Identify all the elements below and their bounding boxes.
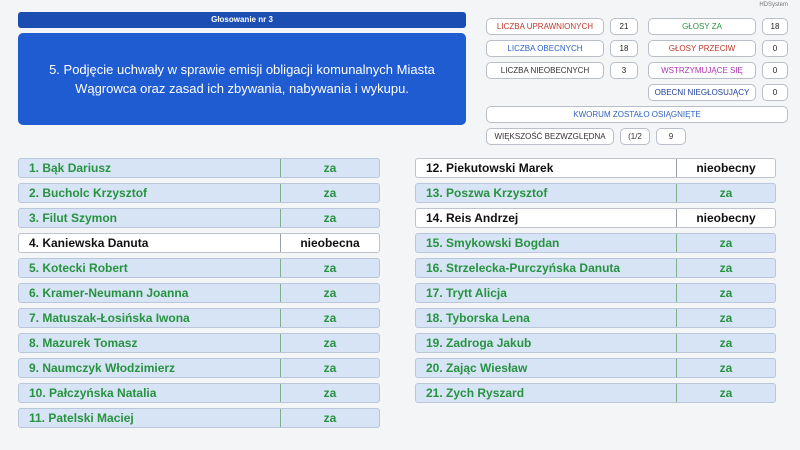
member-name: 2. Bucholc Krzysztof (29, 186, 148, 200)
member-row (415, 208, 776, 228)
member-name: 5. Kotecki Robert (29, 261, 128, 275)
member-vote-status: za (676, 259, 775, 277)
quorum-status: KWORUM ZOSTAŁO OSIĄGNIĘTE (486, 106, 788, 123)
member-row (18, 308, 380, 328)
member-row (415, 358, 776, 378)
member-name: 13. Poszwa Krzysztof (426, 186, 548, 200)
member-row (18, 333, 380, 353)
member-row (415, 283, 776, 303)
member-name: 3. Filut Szymon (29, 211, 118, 225)
member-row (415, 333, 776, 353)
member-vote-status: nieobecny (676, 209, 775, 227)
member-row (18, 183, 380, 203)
member-vote-status: za (676, 309, 775, 327)
stat-eligible-value: 21 (610, 18, 638, 35)
vote-title: Głosowanie nr 3 (18, 12, 466, 28)
member-vote-status: za (676, 284, 775, 302)
member-vote-status: za (280, 259, 379, 277)
stat-present-label: LICZBA OBECNYCH (486, 40, 604, 57)
member-vote-status: za (676, 334, 775, 352)
stat-abstain-value: 0 (762, 62, 788, 79)
member-row (415, 258, 776, 278)
member-name: 8. Mazurek Tomasz (29, 336, 138, 350)
member-name: 19. Zadroga Jakub (426, 336, 532, 350)
member-row (415, 183, 776, 203)
member-row (18, 383, 380, 403)
stat-present-value: 18 (610, 40, 638, 57)
member-vote-status: za (280, 284, 379, 302)
member-name: 14. Reis Andrzej (426, 211, 519, 225)
member-row (415, 158, 776, 178)
member-name: 17. Trytt Alicja (426, 286, 507, 300)
majority-fraction: (1/2 (620, 128, 650, 145)
stat-against-value: 0 (762, 40, 788, 57)
resolution-title: 5. Podjęcie uchwały w sprawie emisji obligacji komunalnych Miasta Wągrowca oraz zasad ich zbywania, nabywania i wykupu. (18, 33, 466, 125)
member-vote-status: za (280, 359, 379, 377)
member-name: 16. Strzelecka-Purczyńska Danuta (426, 261, 621, 275)
stat-for-label: GŁOSY ZA (648, 18, 756, 35)
member-row (18, 208, 380, 228)
stat-abstain-label: WSTRZYMUJĄCE SIĘ (648, 62, 756, 79)
member-row (18, 283, 380, 303)
member-row (18, 158, 380, 178)
stat-for-value: 18 (762, 18, 788, 35)
member-name: 11. Patelski Maciej (29, 411, 134, 425)
member-vote-status: za (280, 159, 379, 177)
member-name: 4. Kaniewska Danuta (29, 236, 149, 250)
member-row (18, 258, 380, 278)
member-vote-status: za (280, 334, 379, 352)
stat-not-voting-label: OBECNI NIEGŁOSUJĄCY (648, 84, 756, 101)
member-vote-status: za (280, 384, 379, 402)
member-name: 18. Tyborska Lena (426, 311, 530, 325)
stat-against-label: GŁOSY PRZECIW (648, 40, 756, 57)
member-name: 1. Bąk Dariusz (29, 161, 112, 175)
member-vote-status: za (280, 184, 379, 202)
member-name: 7. Matuszak-Łosińska Iwona (29, 311, 190, 325)
member-name: 9. Naumczyk Włodzimierz (29, 361, 176, 375)
member-vote-status: za (280, 309, 379, 327)
member-name: 21. Zych Ryszard (426, 386, 525, 400)
member-row (18, 233, 380, 253)
member-row (415, 233, 776, 253)
member-name: 20. Zając Wiesław (426, 361, 528, 375)
stat-absent-label: LICZBA NIEOBECNYCH (486, 62, 604, 79)
member-row (18, 408, 380, 428)
member-vote-status: za (676, 234, 775, 252)
member-name: 6. Kramer-Neumann Joanna (29, 286, 189, 300)
member-name: 15. Smykowski Bogdan (426, 236, 560, 250)
member-row (415, 383, 776, 403)
brand-label: HDSystem (759, 2, 788, 8)
member-row (18, 358, 380, 378)
member-vote-status: za (280, 409, 379, 427)
member-name: 12. Piekutowski Marek (426, 161, 554, 175)
stat-eligible-label: LICZBA UPRAWNIONYCH (486, 18, 604, 35)
majority-value: 9 (656, 128, 686, 145)
member-vote-status: nieobecna (280, 234, 379, 252)
member-vote-status: za (280, 209, 379, 227)
member-vote-status: nieobecny (676, 159, 775, 177)
stat-absent-value: 3 (610, 62, 638, 79)
majority-label: WIĘKSZOŚĆ BEZWZGLĘDNA (486, 128, 614, 145)
member-vote-status: za (676, 359, 775, 377)
stat-not-voting-value: 0 (762, 84, 788, 101)
member-row (415, 308, 776, 328)
member-vote-status: za (676, 184, 775, 202)
member-vote-status: za (676, 384, 775, 402)
member-name: 10. Pałczyńska Natalia (29, 386, 157, 400)
